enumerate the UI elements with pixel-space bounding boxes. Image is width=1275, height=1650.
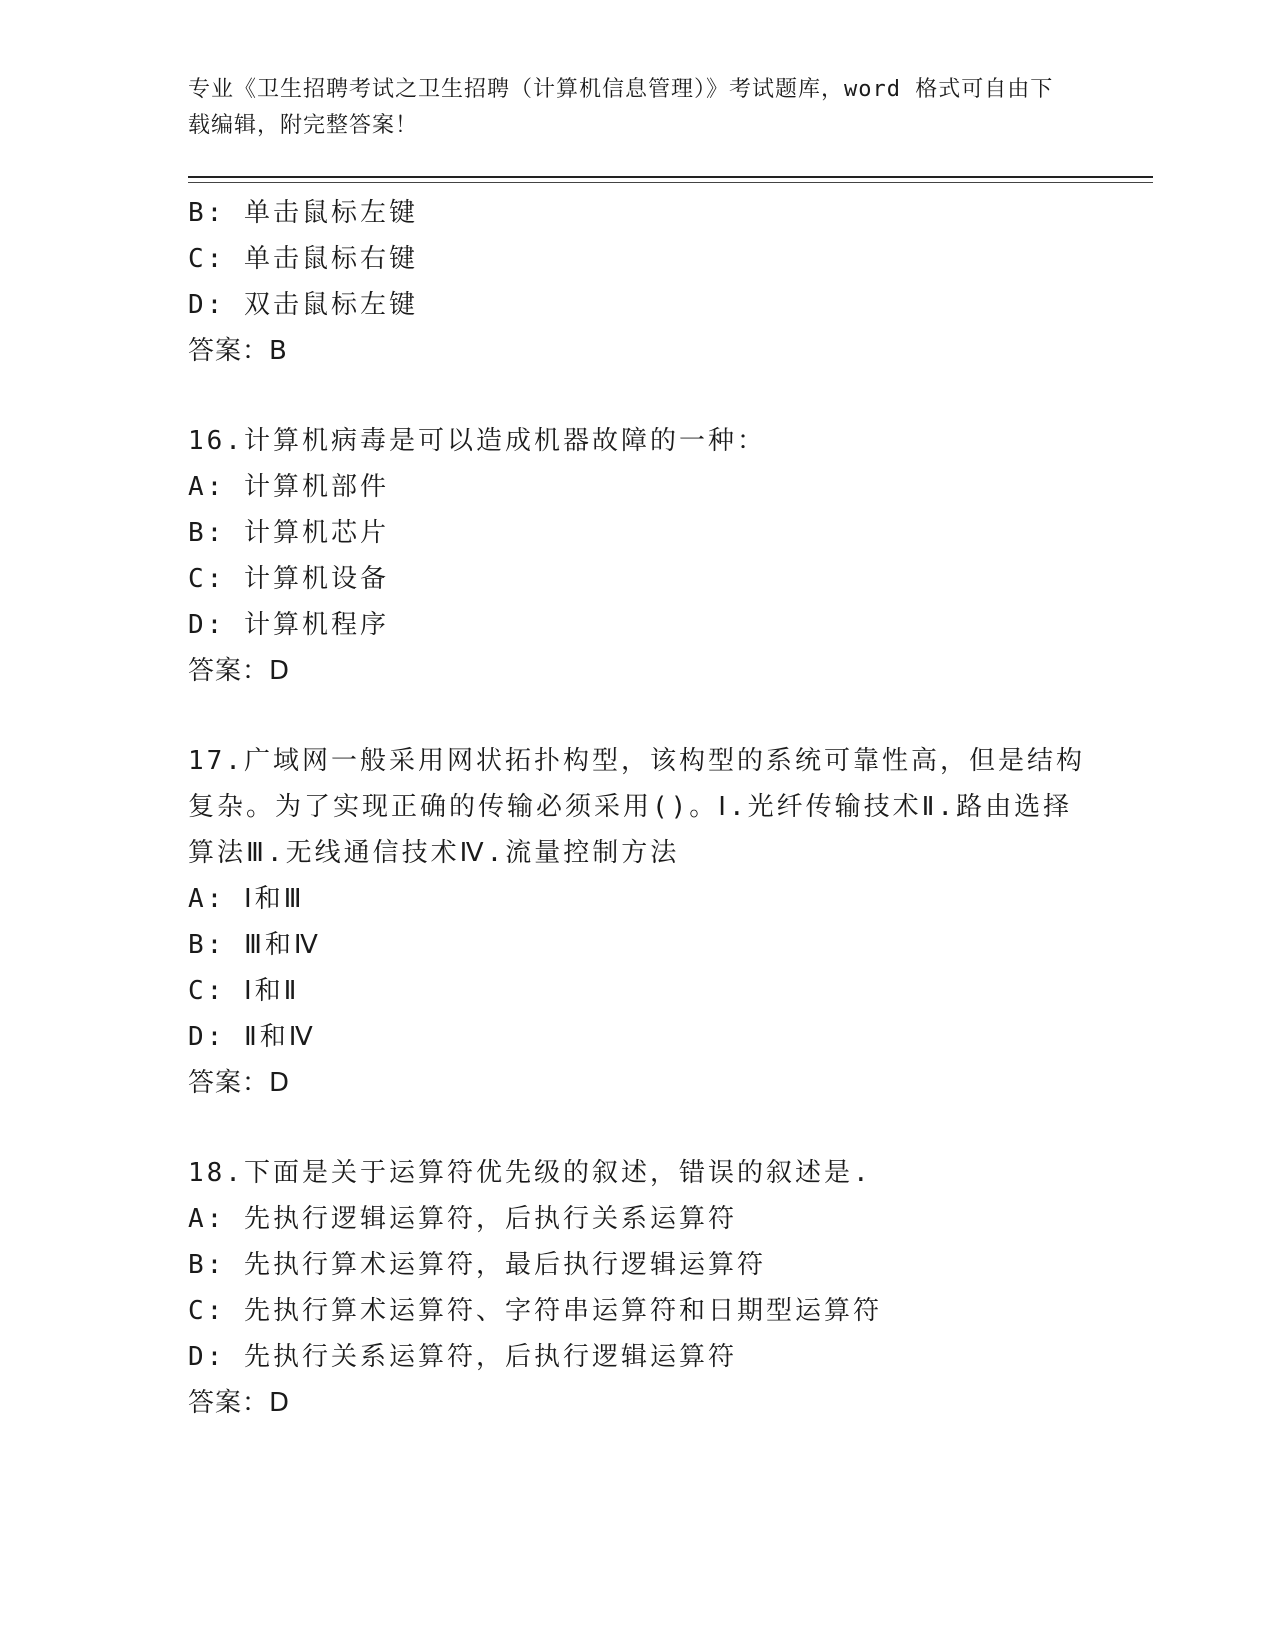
option-a: A: 先执行逻辑运算符，后执行关系运算符 (188, 1204, 737, 1234)
option-d: D: 双击鼠标左键 (188, 290, 418, 320)
option-a: A: Ⅰ和Ⅲ (188, 884, 305, 914)
question-stem: 18.下面是关于运算符优先级的叙述，错误的叙述是. (188, 1158, 872, 1188)
question-content (188, 190, 1088, 1426)
header-divider-thin (188, 182, 1153, 183)
option-c: C: Ⅰ和Ⅱ (188, 976, 300, 1006)
question-18 (188, 1150, 1088, 1426)
document-header: 专业《卫生招聘考试之卫生招聘（计算机信息管理）》考试题库，word 格式可自由下载编辑，附完整答案！ (188, 77, 1054, 138)
option-c: C: 计算机设备 (188, 564, 389, 594)
option-a: A: 计算机部件 (188, 472, 389, 502)
option-b: B: 单击鼠标左键 (188, 198, 418, 228)
option-b: B: Ⅲ和Ⅳ (188, 930, 321, 960)
option-d: D: Ⅱ和Ⅳ (188, 1022, 316, 1052)
answer-label: 答案：D (188, 1388, 291, 1418)
question-15-partial (188, 190, 1088, 374)
answer-label: 答案：B (188, 336, 288, 366)
question-stem: 16.计算机病毒是可以造成机器故障的一种： (188, 426, 766, 456)
option-c: C: 先执行算术运算符、字符串运算符和日期型运算符 (188, 1296, 882, 1326)
option-d: D: 计算机程序 (188, 610, 389, 640)
question-16 (188, 418, 1088, 694)
question-stem: 17.广域网一般采用网状拓扑构型，该构型的系统可靠性高，但是结构复杂。为了实现正确的传输必须采用()。Ⅰ.光纤传输技术Ⅱ.路由选择算法Ⅲ.无线通信技术Ⅳ.流量控制方法 (188, 746, 1085, 868)
answer-label: 答案：D (188, 656, 291, 686)
option-c: C: 单击鼠标右键 (188, 244, 418, 274)
question-17 (188, 738, 1088, 1106)
option-b: B: 先执行算术运算符，最后执行逻辑运算符 (188, 1250, 766, 1280)
header-divider-thick (188, 176, 1153, 178)
option-b: B: 计算机芯片 (188, 518, 389, 548)
answer-label: 答案：D (188, 1068, 291, 1098)
option-d: D: 先执行关系运算符，后执行逻辑运算符 (188, 1342, 737, 1372)
